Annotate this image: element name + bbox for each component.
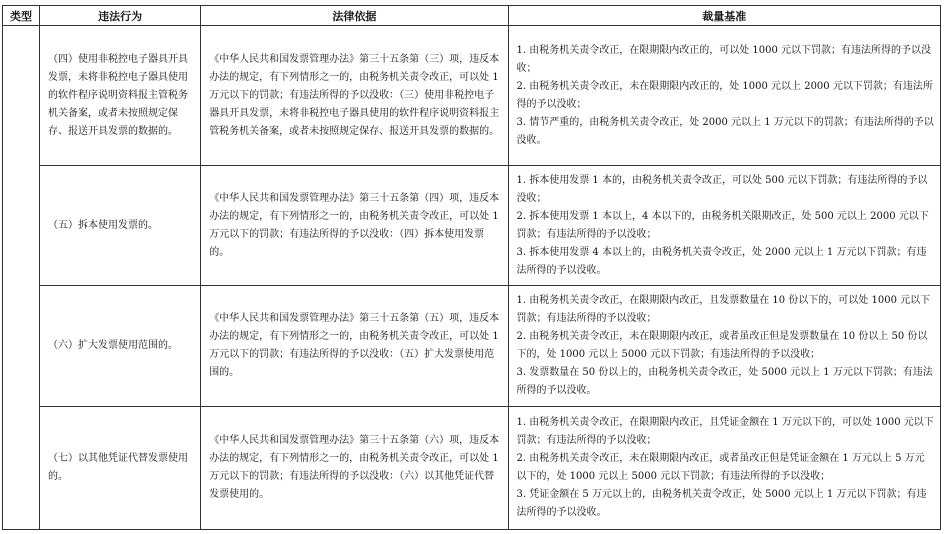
standard-cell — [508, 407, 941, 530]
penalty-standards-table — [2, 5, 941, 530]
standard-item: 2. 由税务机关责令改正，未在限期限内改正的，处 1000 元以上 2000 元以下罚款；有违法所得的予以没收； — [516, 80, 933, 110]
header-standard: 裁量基准 — [508, 6, 941, 26]
table-row — [3, 26, 941, 166]
law-cell: 《中华人民共和国发票管理办法》第三十五条第（六）项，违反本办法的规定，有下列情形之一的，由税务机关责令改正，可以处 1 万元以下的罚款；有违法所得的予以没收：（六）以其他凭证代替发票使用的。 — [201, 407, 508, 530]
type-cell — [3, 26, 40, 530]
standard-item: 3. 发票数量在 50 份以上的，由税务机关责令改正，处 5000 元以上 1 万元以下罚款；有违法所得的予以没收。 — [516, 367, 933, 396]
act-cell: （六）扩大发票使用范围的。 — [40, 286, 201, 407]
law-cell: 《中华人民共和国发票管理办法》第三十五条第（五）项，违反本办法的规定，有下列情形之一的，由税务机关责令改正，可以处 1 万元以下的罚款；有违法所得的予以没收：（五）扩大发票使用范围的。 — [201, 286, 508, 407]
standard-item: 1. 由税务机关责令改正，在限期限内改正的，可以处 1000 元以下罚款；有违法所得的予以没收； — [516, 44, 932, 74]
act-cell: （五）拆本使用发票的。 — [40, 166, 201, 286]
standard-item: 2. 拆本使用发票 1 本以上，4 本以下的，由税务机关限期改正，处 500 元以上 2000 元以下罚款；有违法所得的予以没收； — [516, 210, 929, 240]
standard-cell — [508, 26, 941, 166]
law-cell: 《中华人民共和国发票管理办法》第三十五条第（四）项，违反本办法的规定，有下列情形之一的，由税务机关责令改正，可以处 1 万元以下的罚款；有违法所得的予以没收：（四）拆本使用发票的。 — [201, 166, 508, 286]
table-header-row — [3, 6, 941, 26]
standard-item: 1. 由税务机关责令改正，在限期限内改正，且凭证金额在 1 万元以下的，可以处 1000 元以下罚款；有违法所得的予以没收； — [516, 417, 934, 446]
standard-item: 2. 由税务机关责令改正，未在限期限内改正，或者虽改正但是发票数量在 10 份以上 50 份以下的，处 1000 元以上 5000 元以下罚款；有违法所得的予以没收； — [516, 331, 928, 360]
standard-item: 1. 由税务机关责令改正，在限期限内改正，且发票数量在 10 份以下的，可以处 1000 元以下罚款；有违法所得的予以没收； — [516, 295, 931, 324]
header-law: 法律依据 — [201, 6, 508, 26]
standard-item: 1. 拆本使用发票 1 本的，由税务机关责令改正，可以处 500 元以下罚款；有违法所得的予以没收； — [516, 174, 928, 204]
header-type: 类型 — [3, 6, 40, 26]
act-cell: （四）使用非税控电子器具开具发票，未将非税控电子器具使用的软件程序说明资料报主管税务机关备案，或者未按照规定保存、报送开具发票的数据的。 — [40, 26, 201, 166]
table-row — [3, 286, 941, 407]
table-row — [3, 407, 941, 530]
header-act: 违法行为 — [40, 6, 201, 26]
standard-item: 3. 情节严重的，由税务机关责令改正，处 2000 元以上 1 万元以下的罚款；有违法所得的予以没收。 — [516, 116, 934, 146]
standard-item: 3. 拆本使用发票 4 本以上的，由税务机关责令改正，处 2000 元以上 1 万元以下罚款；有违法所得的予以没收。 — [516, 246, 927, 276]
table-row — [3, 166, 941, 286]
act-cell: （七）以其他凭证代替发票使用的。 — [40, 407, 201, 530]
standard-item: 3. 凭证金额在 5 万元以上的，由税务机关责令改正，处 5000 元以上 1 万元以下罚款；有违法所得的予以没收。 — [516, 489, 927, 518]
standard-item: 2. 由税务机关责令改正，未在限期限内改正，或者虽改正但是凭证金额在 1 万元以上 5 万元以下的，处 1000 元以上 5000 元以下罚款；有违法所得的予以没收； — [516, 453, 925, 482]
standard-cell — [508, 286, 941, 407]
law-cell: 《中华人民共和国发票管理办法》第三十五条第（三）项，违反本办法的规定，有下列情形之一的，由税务机关责令改正，可以处 1 万元以下的罚款；有违法所得的予以没收：（三）使用非税控电子器具开具发票，未将非税控电子器具使用的软件程序说明资料报主管税务机关备案，或者未按照规定保存、报送开具发票的数据的。 — [201, 26, 508, 166]
standard-cell — [508, 166, 941, 286]
